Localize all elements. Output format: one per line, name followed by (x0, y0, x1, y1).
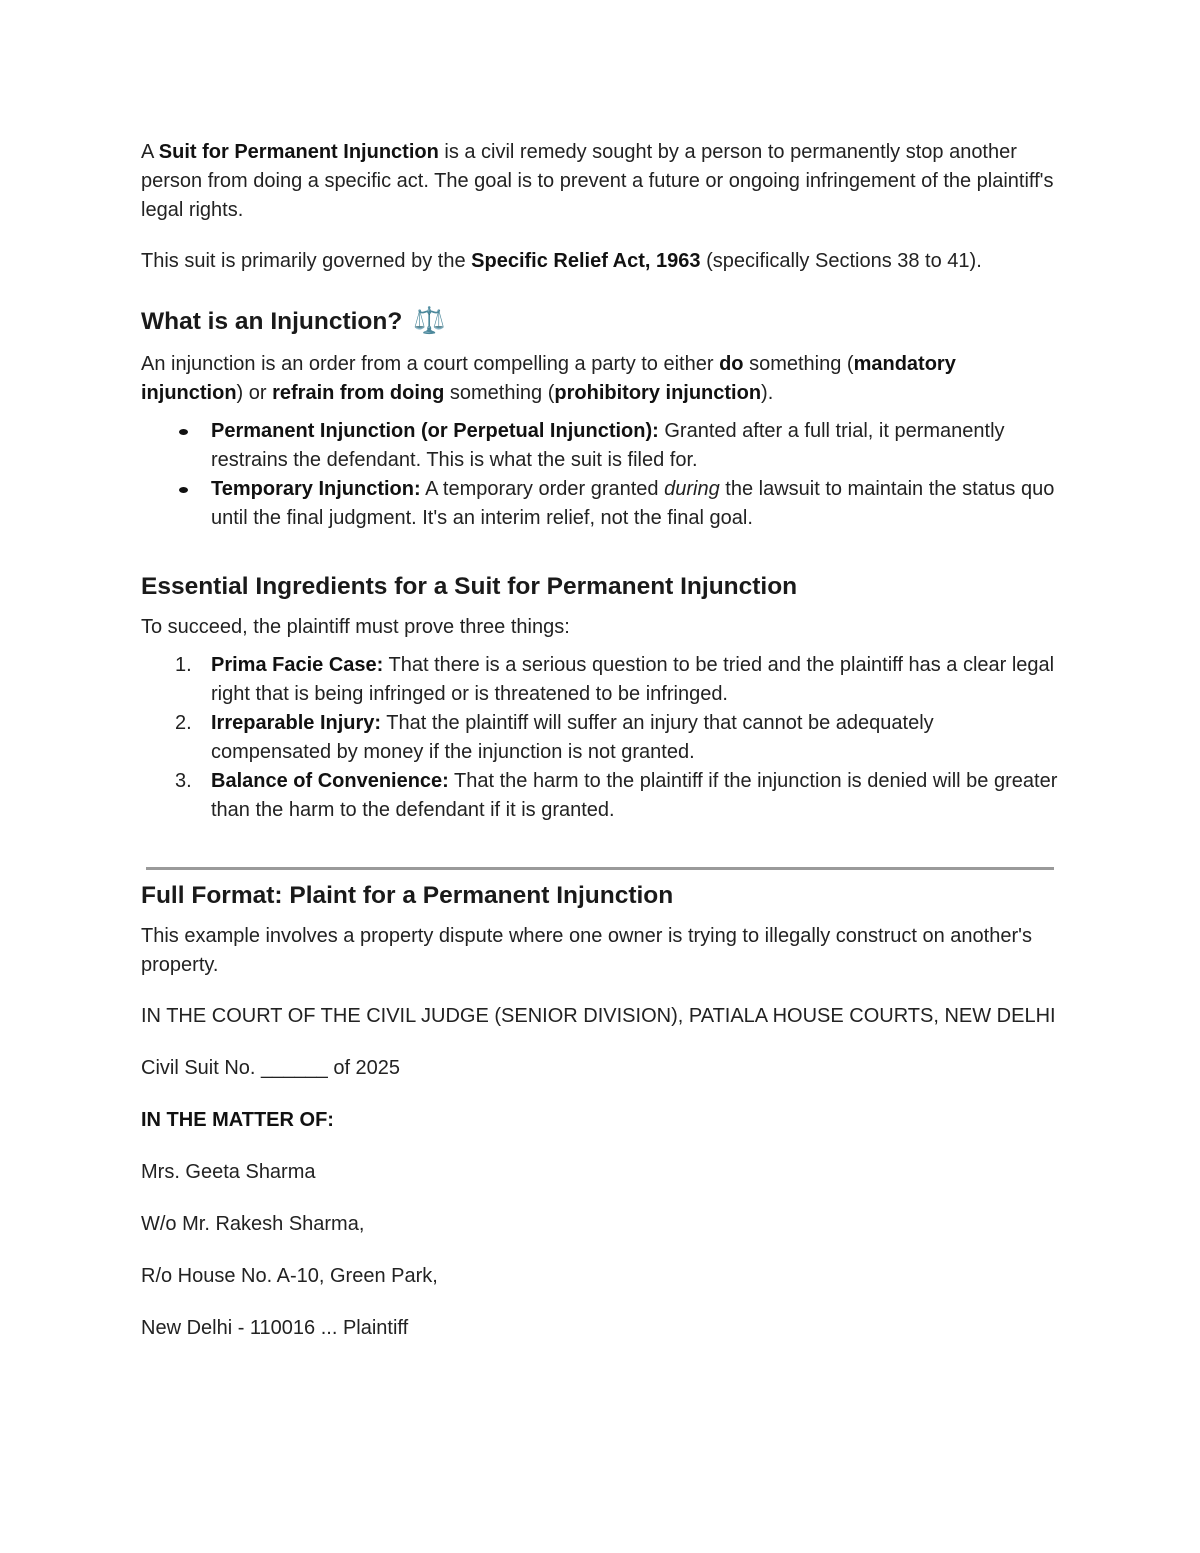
balance-scale-icon: ⚖️ (413, 305, 446, 335)
essential-ingredients-heading: Essential Ingredients for a Suit for Permanent Injunction (141, 573, 798, 600)
matter-heading: IN THE MATTER OF: (141, 1109, 334, 1131)
list-item: Temporary Injunction: A temporary order granted during the lawsuit to maintain the status quo until the final judgment. It's an interim relief, not the final goal. (211, 475, 1059, 533)
plaintiff-relation: W/o Mr. Rakesh Sharma, (141, 1213, 365, 1235)
example-description: This example involves a property dispute where one owner is trying to illegally construct on another's property. (141, 925, 1032, 976)
plaintiff-name: Mrs. Geeta Sharma (141, 1161, 316, 1183)
horizontal-divider (146, 867, 1054, 870)
plaintiff-city: New Delhi - 110016 ... Plaintiff (141, 1317, 409, 1339)
essentials-list (141, 651, 1059, 825)
injunction-definition: An injunction is an order from a court compelling a party to either do something (mandatory injunction) or refrain from doing something (prohibitory injunction). (141, 353, 956, 404)
full-format-heading: Full Format: Plaint for a Permanent Injunction (141, 882, 674, 909)
governing-act-paragraph: This suit is primarily governed by the Specific Relief Act, 1963 (specifically Sections 38 to 41). (141, 250, 982, 272)
list-item: 3. Balance of Convenience: That the harm to the plaintiff if the injunction is denied will be greater than the harm to the defendant if it is granted. (175, 770, 1058, 821)
plaintiff-address: R/o House No. A-10, Green Park, (141, 1265, 438, 1287)
what-is-injunction-heading: What is an Injunction? ⚖️ (141, 305, 446, 335)
suit-number: Civil Suit No. ______ of 2025 (141, 1057, 401, 1079)
list-item: Permanent Injunction (or Perpetual Injunction): Granted after a full trial, it permanently restrains the defendant. This is what the suit is filed for. (211, 417, 1059, 475)
document-page (141, 138, 1059, 1343)
list-item: 2. Irreparable Injury: That the plaintiff will suffer an injury that cannot be adequately compensated by money if the injunction is not granted. (175, 712, 934, 763)
court-title: IN THE COURT OF THE CIVIL JUDGE (SENIOR DIVISION), PATIALA HOUSE COURTS, NEW DELHI (141, 1005, 1056, 1027)
list-item: 1. Prima Facie Case: That there is a serious question to be tried and the plaintiff has a clear legal right that is being infringed or is threatened to be infringed. (175, 654, 1055, 705)
essentials-intro: To succeed, the plaintiff must prove three things: (141, 616, 570, 638)
injunction-types-list (141, 417, 1059, 533)
intro-paragraph: A Suit for Permanent Injunction is a civil remedy sought by a person to permanently stop another person from doing a specific act. The goal is to prevent a future or ongoing infringement of the plaintiff's legal rights. (141, 141, 1054, 221)
